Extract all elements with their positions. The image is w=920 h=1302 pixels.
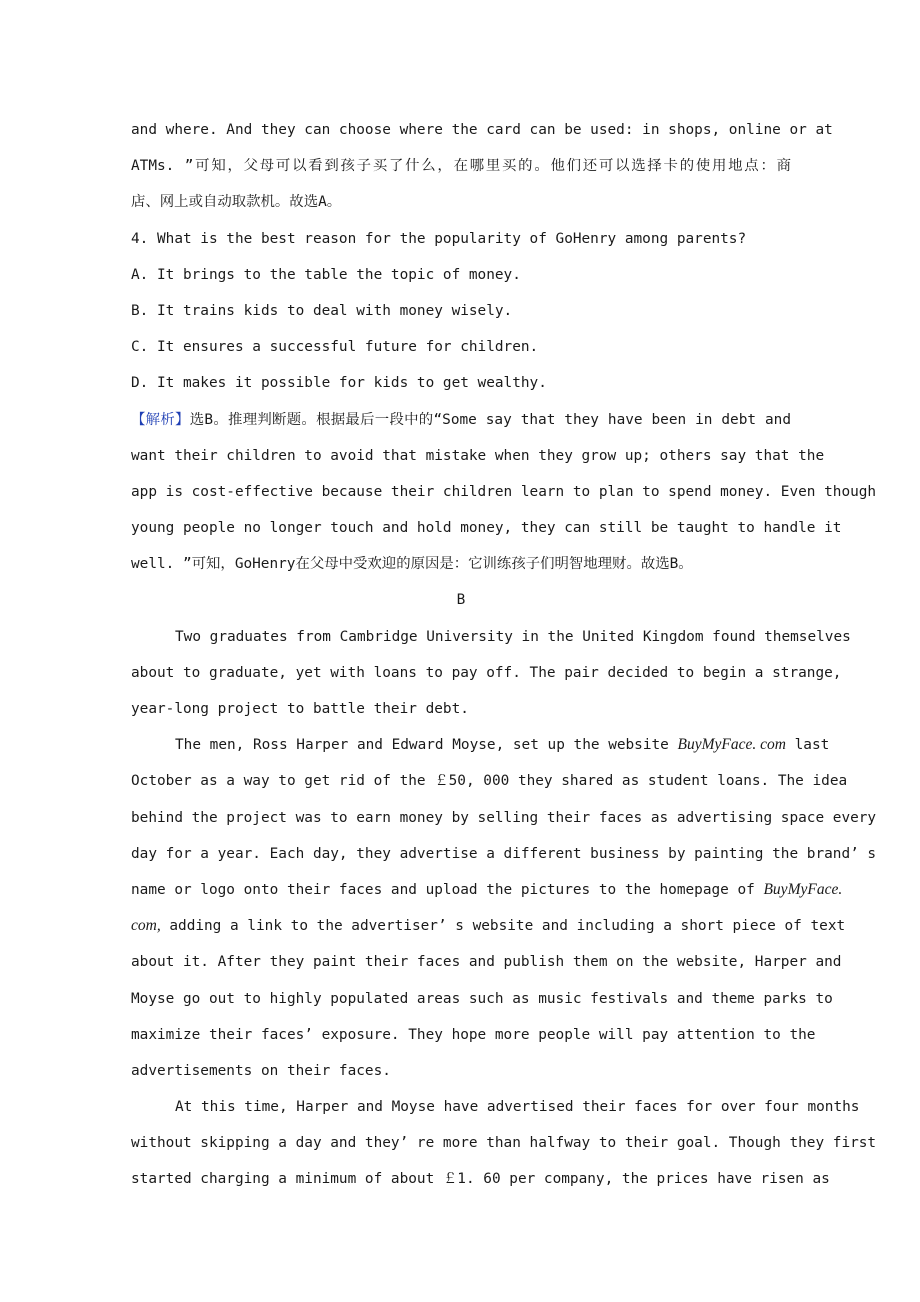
website-name: com, — [131, 917, 161, 935]
paragraph-line: Moyse go out to highly populated areas such as music festivals and theme parks to — [131, 990, 833, 1007]
analysis-tag: 【解析】 — [131, 411, 190, 428]
website-name: BuyMyFace. com — [677, 736, 786, 754]
text-run: The men, Ross Harper and Edward Moyse, set up the website — [175, 737, 678, 754]
paragraph-line: maximize their faces’ exposure. They hope more people will pay attention to the — [131, 1026, 816, 1043]
option-d: D. It makes it possible for kids to get wealthy. — [131, 375, 547, 392]
paragraph-line: without skipping a day and they’ re more than halfway to their goal. Though they first — [131, 1135, 877, 1152]
paragraph-line — [131, 872, 843, 908]
option-b: B. It trains kids to deal with money wisely. — [131, 302, 513, 319]
paragraph-line: October as a way to get rid of the ￡50, 000 they shared as student loans. The idea — [131, 773, 848, 790]
option-c: C. It ensures a successful future for children. — [131, 339, 539, 356]
document-page — [131, 112, 877, 1198]
q4-analysis-line: well. ”可知，GoHenry在父母中受欢迎的原因是：它训练孩子们明智地理财。故选B。 — [131, 556, 693, 573]
paragraph-line: about to graduate, yet with loans to pay off. The pair decided to begin a strange, — [131, 664, 842, 681]
paragraph-line: At this time, Harper and Moyse have advertised their faces for over four months — [175, 1099, 860, 1116]
q4-analysis-line — [131, 402, 791, 438]
text-run: last — [785, 737, 830, 754]
paragraph-line — [131, 727, 830, 763]
paragraph-line: year-long project to battle their debt. — [131, 701, 469, 717]
text-run: name or logo onto their faces and upload the pictures to the homepage of — [131, 881, 764, 898]
website-name: BuyMyFace. — [763, 880, 843, 898]
option-a: A. It brings to the table the topic of money. — [131, 266, 521, 283]
paragraph-line: advertisements on their faces. — [131, 1062, 391, 1079]
paragraph-line: about it. After they paint their faces and publish them on the website, Harper and — [131, 954, 842, 971]
paragraph-line: day for a year. Each day, they advertise a different business by painting the brand’ s — [131, 845, 877, 862]
paragraph-line: behind the project was to earn money by selling their faces as advertising space every — [131, 809, 877, 826]
q3-analysis-line: 店、网上或自动取款机。故选A。 — [131, 194, 342, 211]
q3-analysis-line: and where. And they can choose where the card can be used: in shops, online or at — [131, 122, 833, 138]
paragraph-line: started charging a minimum of about ￡1. 60 per company, the prices have risen as — [131, 1171, 830, 1188]
text-run: adding a link to the advertiser’ s website and including a short piece of text — [160, 918, 846, 935]
q4-analysis-line: want their children to avoid that mistake when they grow up; others say that the — [131, 447, 825, 464]
section-heading: B — [456, 592, 466, 609]
question-4: 4. What is the best reason for the popularity of GoHenry among parents? — [131, 230, 747, 247]
paragraph-line: Two graduates from Cambridge University in the United Kingdom found themselves — [175, 628, 851, 645]
analysis-text: 选B。推理判断题。根据最后一段中的“Some say that they have been in debt and — [189, 411, 791, 428]
q4-analysis-line: app is cost-effective because their children learn to plan to spend money. Even though — [131, 483, 877, 500]
q4-analysis-line: young people no longer touch and hold money, they can still be taught to handle it — [131, 520, 842, 537]
paragraph-line — [131, 908, 846, 944]
q3-analysis-line: ATMs. ”可知，父母可以看到孩子买了什么，在哪里买的。他们还可以选择卡的使用地点：商 — [131, 158, 791, 175]
